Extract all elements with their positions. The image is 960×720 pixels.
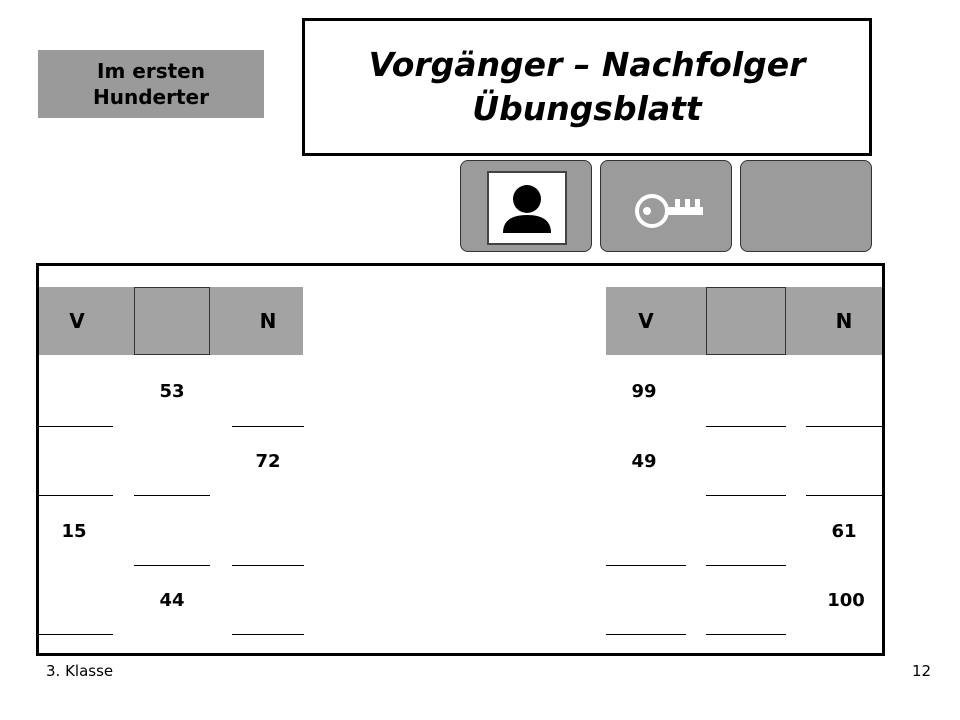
answer-line[interactable] [39,495,113,496]
right-header-box [706,287,786,355]
blank-button[interactable] [740,160,872,252]
answer-line[interactable] [706,634,786,635]
right-value: 49 [631,450,657,472]
left-header-box [134,287,210,355]
left-value: 53 [159,380,185,402]
answer-line[interactable] [806,426,882,427]
answer-line[interactable] [606,634,686,635]
answer-line[interactable] [806,495,882,496]
answer-line[interactable] [232,634,304,635]
answer-line[interactable] [39,634,113,635]
left-header-n: N [259,309,277,333]
right-header-n: N [835,309,853,333]
footer-page-number: 12 [912,662,932,680]
badge-line-1: Im ersten [97,59,205,83]
answer-line[interactable] [134,495,210,496]
user-icon [489,173,565,243]
topic-badge [38,50,264,118]
page-title: Vorgänger – Nachfolger [368,45,806,84]
title-box [302,18,872,156]
page-subtitle: Übungsblatt [472,89,702,128]
answer-line[interactable] [232,426,304,427]
badge-line-2: Hunderter [93,85,209,109]
answer-line[interactable] [39,426,113,427]
right-value: 100 [827,589,865,611]
answer-line[interactable] [606,565,686,566]
left-value: 15 [61,520,87,542]
answer-line[interactable] [706,565,786,566]
answer-line[interactable] [706,495,786,496]
student-button[interactable] [460,160,592,252]
left-header-v: V [69,309,85,333]
right-header-v: V [638,309,654,333]
right-value: 61 [831,520,857,542]
left-value: 44 [159,589,185,611]
answer-line[interactable] [232,565,304,566]
answer-line[interactable] [134,565,210,566]
key-icon [627,171,707,245]
solution-button[interactable] [600,160,732,252]
footer-grade: 3. Klasse [46,662,114,680]
left-value: 72 [255,450,281,472]
answer-line[interactable] [706,426,786,427]
right-value: 99 [631,380,657,402]
